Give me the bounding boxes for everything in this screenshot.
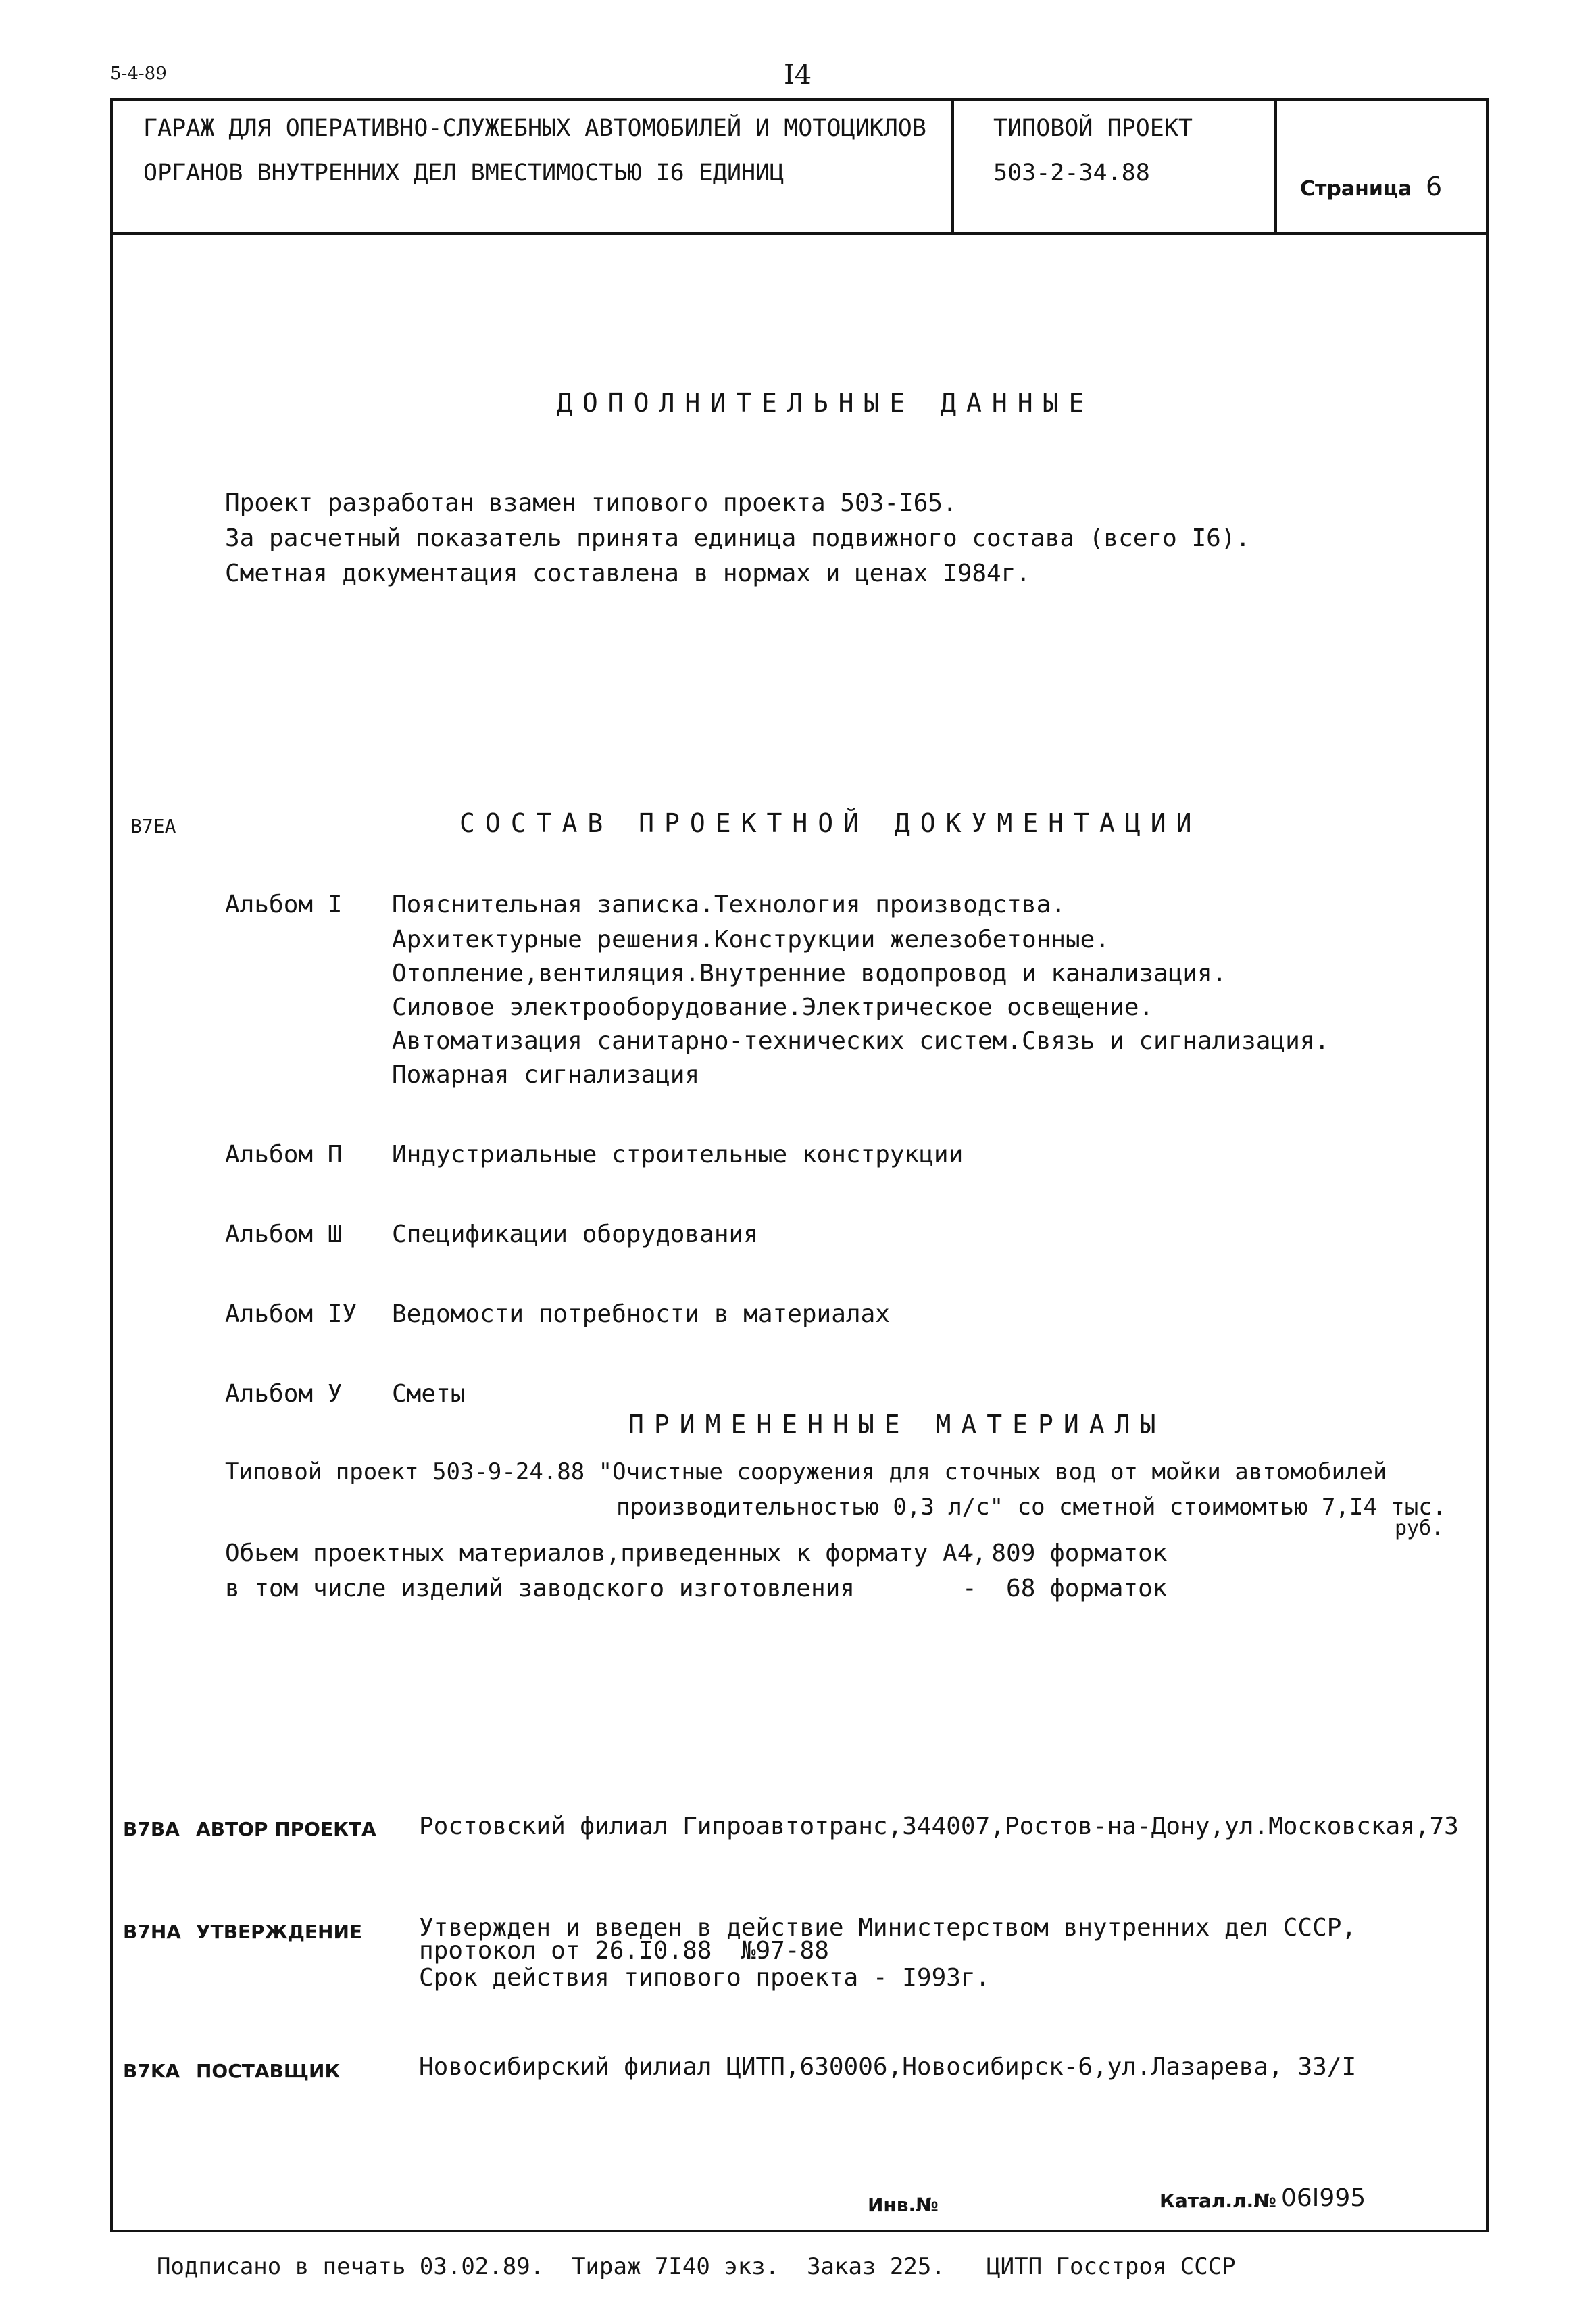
album-3-line-1: Спецификации оборудования bbox=[392, 1221, 758, 1248]
materials-heading: ПРИМЕНЕННЫЕ МАТЕРИАЛЫ bbox=[628, 1410, 1166, 1439]
header-divider bbox=[110, 232, 1489, 235]
album-5-label: Альбом У bbox=[225, 1380, 343, 1408]
imprint-line: Подписано в печать 03.02.89. Тираж 7I40 экз. Заказ 225. ЦИТП Госстроя СССР bbox=[157, 2253, 1236, 2280]
supplier-label: ПОСТАВЩИК bbox=[196, 2060, 341, 2082]
header-title-line1: ГАРАЖ ДЛЯ ОПЕРАТИВНО-СЛУЖЕБНЫХ АВТОМОБИЛЕЙ И МОТОЦИКЛОВ bbox=[143, 115, 926, 142]
album-1-line-1: Пояснительная записка.Технология производства. bbox=[392, 891, 1066, 918]
supplier-text: Новосибирский филиал ЦИТП,630006,Новосибирск-6,ул.Лазарева, 33/I bbox=[419, 2053, 1357, 2081]
album-4-label: Альбом IУ bbox=[225, 1300, 357, 1328]
composition-code: B7EA bbox=[130, 815, 176, 837]
materials-line-2-unit: руб. bbox=[1395, 1517, 1444, 1540]
approval-line-1: Утвержден и введен в действие Министерством внутренних дел СССР, bbox=[419, 1914, 1357, 1942]
volume-label: Обьем проектных материалов,приведенных к формату А4, bbox=[225, 1540, 987, 1567]
approval-line-2: протокол от 26.I0.88 №97-88 bbox=[419, 1937, 829, 1965]
project-type: ТИПОВОЙ ПРОЕКТ bbox=[993, 115, 1193, 142]
album-3-label: Альбом Ш bbox=[225, 1221, 343, 1248]
additional-line-2: За расчетный показатель принята единица подвижного состава (всего I6). bbox=[225, 524, 1251, 552]
factory-value: - 68 форматок bbox=[962, 1575, 1168, 1602]
author-text: Ростовский филиал Гипроавтотранс,344007,Ростов-на-Дону,ул.Московская,73 bbox=[419, 1813, 1459, 1840]
catalog-label: Катал.л.№ bbox=[1159, 2190, 1276, 2212]
factory-label: в том числе изделий заводского изготовления bbox=[225, 1575, 855, 1602]
volume-value: - 809 форматок bbox=[962, 1540, 1168, 1567]
album-4-line-1: Ведомости потребности в материалах bbox=[392, 1300, 890, 1328]
author-code: B7BA bbox=[123, 1818, 180, 1840]
album-1-line-2: Архитектурные решения.Конструкции железобетонные. bbox=[392, 926, 1110, 954]
album-1-line-3: Отопление,вентиляция.Внутренние водопровод и канализация. bbox=[392, 960, 1227, 987]
additional-line-1: Проект разработан взамен типового проекта 503-I65. bbox=[225, 489, 957, 517]
composition-heading: СОСТАВ ПРОЕКТНОЙ ДОКУМЕНТАЦИИ bbox=[459, 808, 1202, 838]
materials-line-2: производительностью 0,3 л/с" со сметной стоимомтью 7,I4 тыс. bbox=[616, 1494, 1447, 1521]
page-number: 6 bbox=[1426, 172, 1443, 201]
catalog-number: 06I995 bbox=[1281, 2184, 1366, 2212]
print-date: 5-4-89 bbox=[110, 64, 167, 84]
supplier-code: B7KA bbox=[123, 2060, 180, 2082]
album-1-line-6: Пожарная сигнализация bbox=[392, 1061, 700, 1089]
header-title-line2: ОРГАНОВ ВНУТРЕННИХ ДЕЛ ВМЕСТИМОСТЬЮ I6 ЕДИНИЦ bbox=[143, 159, 784, 187]
approval-line-3: Срок действия типового проекта - I993г. bbox=[419, 1964, 991, 1992]
additional-line-3: Сметная документация составлена в нормах и ценах I984г. bbox=[225, 560, 1031, 587]
album-1-label: Альбом I bbox=[225, 891, 343, 918]
album-2-line-1: Индустриальные строительные конструкции bbox=[392, 1141, 964, 1168]
header-divider-v2 bbox=[1274, 98, 1277, 233]
page-label: Страница bbox=[1300, 177, 1412, 201]
inventory-label: Инв.№ bbox=[868, 2194, 939, 2216]
album-1-line-4: Силовое электрооборудование.Электрическое освещение. bbox=[392, 993, 1154, 1021]
album-2-label: Альбом П bbox=[225, 1141, 343, 1168]
album-1-line-5: Автоматизация санитарно-технических систем.Связь и сигнализация. bbox=[392, 1027, 1330, 1055]
project-number: 503-2-34.88 bbox=[993, 159, 1150, 187]
album-5-line-1: Сметы bbox=[392, 1380, 466, 1408]
sheet-number: I4 bbox=[784, 59, 812, 91]
additional-data-heading: ДОПОЛНИТЕЛЬНЫЕ ДАННЫЕ bbox=[557, 388, 1095, 418]
approval-code: B7HA bbox=[123, 1921, 181, 1943]
materials-line-1: Типовой проект 503-9-24.88 "Очистные сооружения для сточных вод от мойки автомобилей bbox=[225, 1458, 1387, 1485]
author-label: АВТОР ПРОЕКТА bbox=[196, 1818, 376, 1840]
header-divider-v1 bbox=[951, 98, 954, 233]
approval-label: УТВЕРЖДЕНИЕ bbox=[196, 1921, 363, 1943]
